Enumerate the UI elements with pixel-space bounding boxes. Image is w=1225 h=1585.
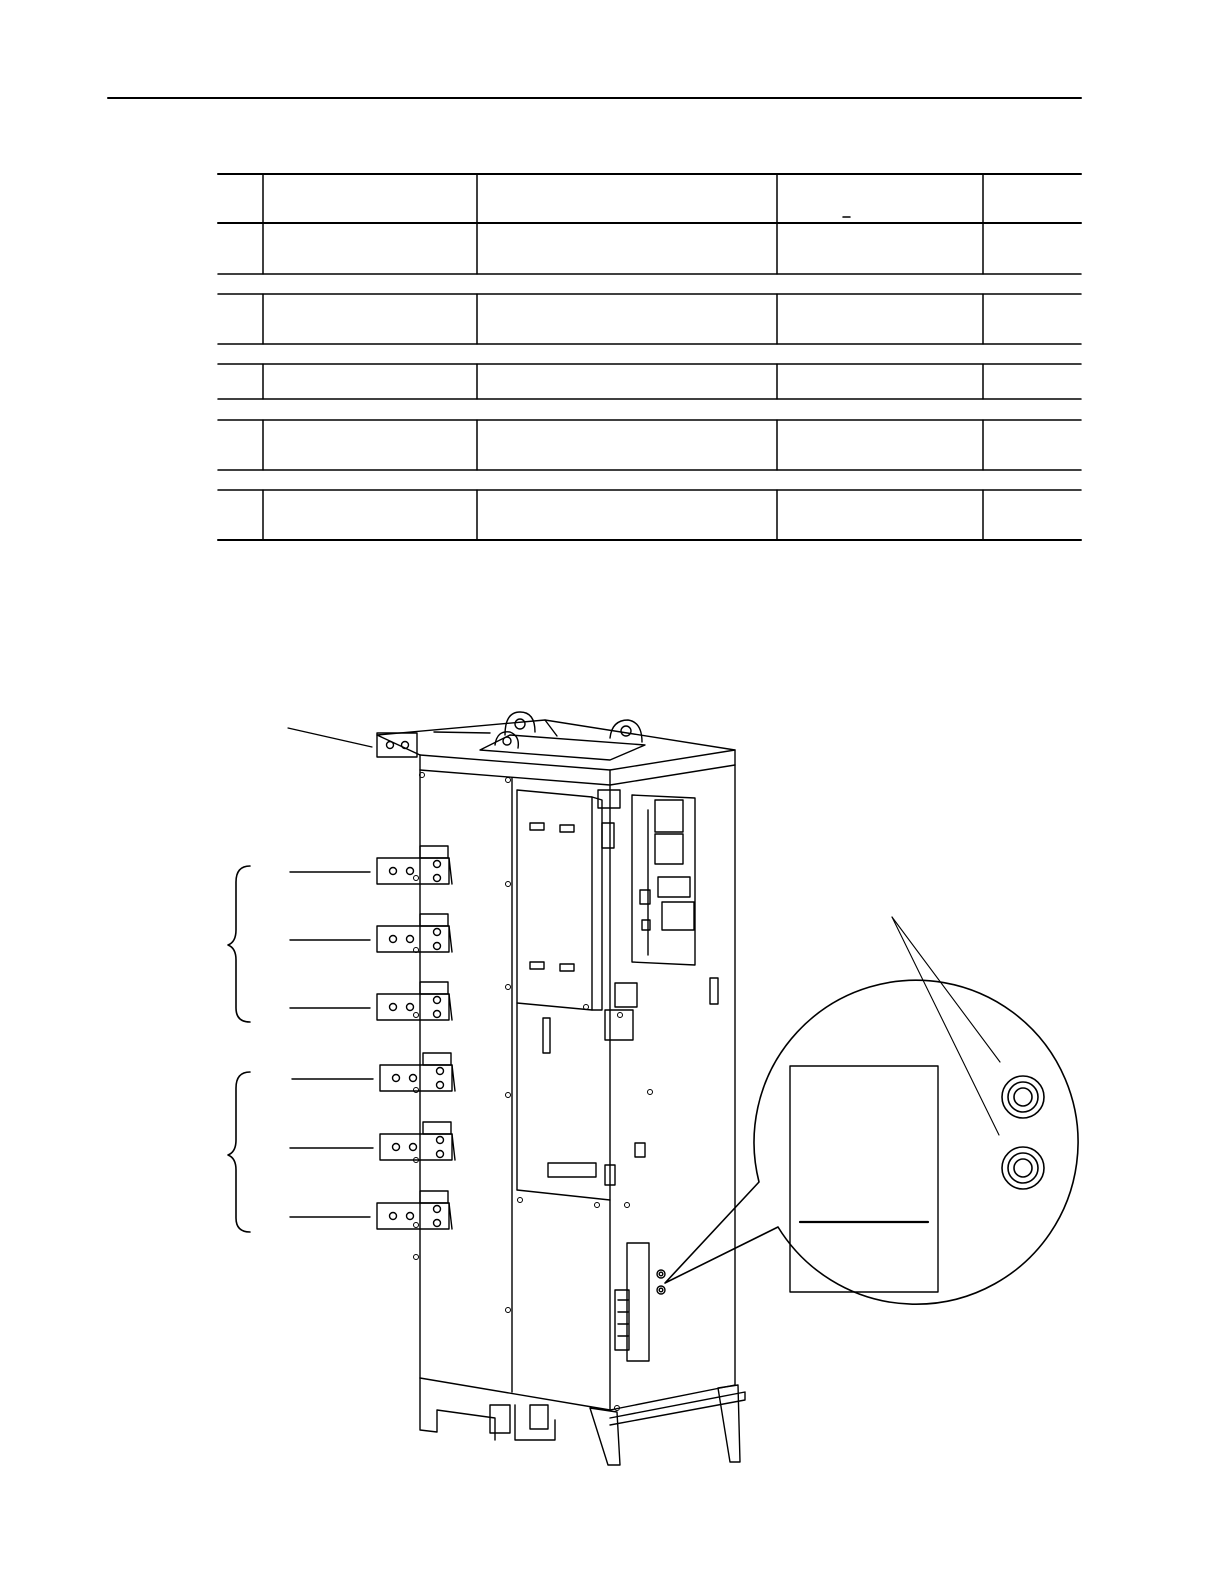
cabinet-top-frame: [377, 712, 735, 785]
magnified-callout: [665, 917, 1078, 1304]
control-board: [632, 795, 695, 965]
cabinet-body: [420, 765, 735, 1410]
upper-module-panel: [517, 790, 614, 1010]
callout-label-panel: [790, 1066, 938, 1292]
terminal-bar: [377, 982, 452, 1020]
hinge-blocks: [598, 790, 718, 1040]
data-table: [218, 174, 1081, 540]
leader-line: [288, 728, 372, 747]
terminal-strip: [615, 1243, 649, 1361]
terminal-bar: [380, 1053, 455, 1091]
callout-connector: [1002, 1147, 1044, 1189]
lower-panel: [517, 1003, 645, 1200]
leader-line: [892, 917, 999, 1135]
terminal-bar: [377, 914, 452, 952]
table-row: [218, 223, 1081, 274]
cabinet-feet: [420, 1378, 745, 1465]
group-brace: [228, 866, 250, 1022]
table-header-row: [218, 174, 1081, 223]
group-brace: [228, 1072, 250, 1232]
table-row: [218, 294, 1081, 344]
leader-line: [892, 917, 1000, 1062]
table-row: [218, 364, 1081, 399]
drive-cabinet-drawing: [228, 712, 745, 1465]
table-row: [218, 420, 1081, 470]
terminal-bar: [377, 846, 452, 884]
table-row: [218, 490, 1081, 540]
terminal-bar: [380, 1122, 455, 1160]
ground-connectors: [657, 1270, 665, 1294]
callout-bubble: [665, 980, 1078, 1304]
callout-connector: [1002, 1076, 1044, 1118]
